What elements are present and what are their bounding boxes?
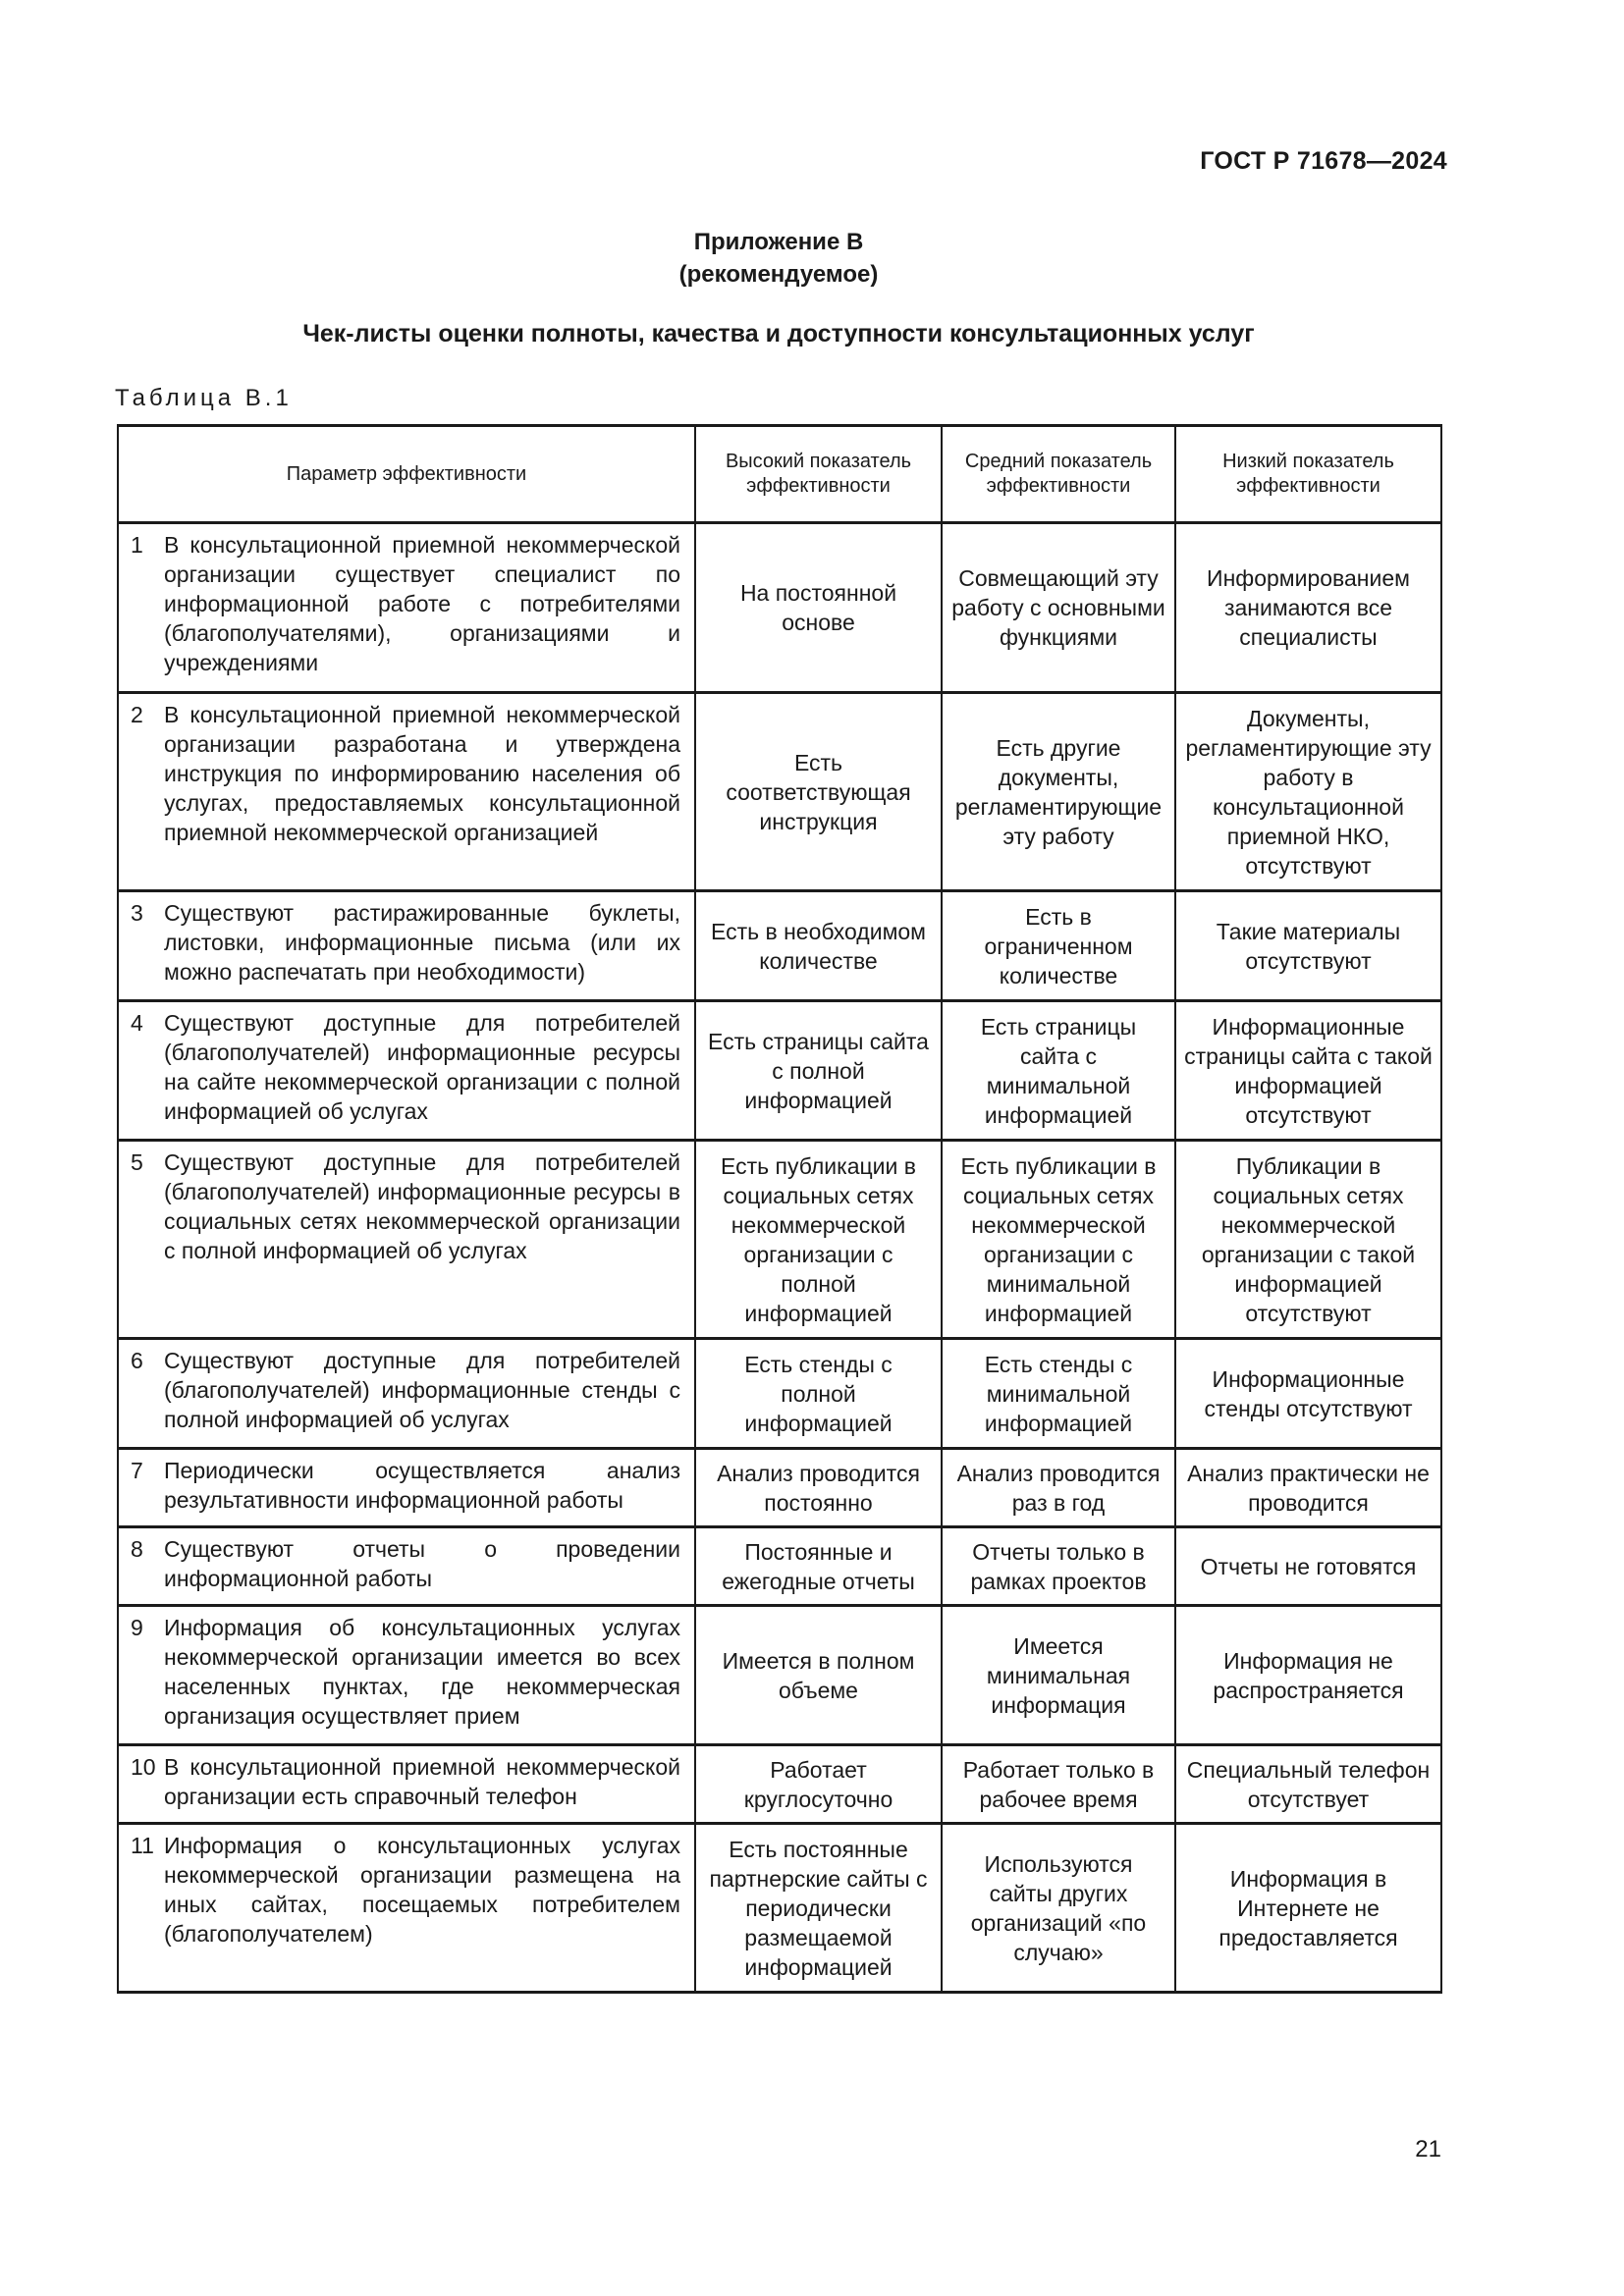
medium-cell: Имеется минимальная информация [942, 1606, 1175, 1745]
medium-cell: Есть публикации в социальных сетях некоммерческой организации с минимальной информацией [942, 1141, 1175, 1339]
checklist-table [117, 424, 1442, 1994]
table-caption: Таблица В.1 [115, 385, 293, 411]
table-row [118, 891, 1441, 1001]
medium-cell: Анализ проводится раз в год [942, 1449, 1175, 1527]
high-cell: Есть стенды с полной информацией [695, 1339, 942, 1449]
parameter-cell [118, 693, 695, 891]
low-cell: Информированием занимаются все специалисты [1175, 523, 1441, 693]
parameter-text: В консультационной приемной некоммерческой организации существует специалист по информационной работе с потребителями (благополучателями), организациями и учреждениями [164, 532, 680, 675]
medium-cell: Есть в ограниченном количестве [942, 891, 1175, 1001]
parameter-cell [118, 1449, 695, 1527]
parameter-text: Существуют доступные для потребителей (благополучателей) информационные ресурсы на сайте некоммерческой организации с полной информацией об услугах [164, 1010, 680, 1124]
parameter-cell [118, 523, 695, 693]
header-medium: Средний показатель эффективности [942, 426, 1175, 523]
high-cell: Есть в необходимом количестве [695, 891, 942, 1001]
parameter-cell [118, 891, 695, 1001]
row-number: 2 [131, 702, 143, 727]
medium-cell: Отчеты только в рамках проектов [942, 1527, 1175, 1606]
table-row [118, 1606, 1441, 1745]
medium-cell: Совмещающий эту работу с основными функциями [942, 523, 1175, 693]
row-number: 5 [131, 1149, 143, 1175]
standard-number: ГОСТ Р 71678—2024 [1200, 147, 1447, 175]
table-row [118, 1339, 1441, 1449]
row-number: 3 [131, 900, 143, 926]
parameter-cell [118, 1527, 695, 1606]
page-number: 21 [1415, 2136, 1441, 2163]
parameter-cell [118, 1745, 695, 1824]
low-cell: Информационные стенды отсутствуют [1175, 1339, 1441, 1449]
low-cell: Информация не распространяется [1175, 1606, 1441, 1745]
parameter-text: Существуют доступные для потребителей (благополучателей) информационные ресурсы в социальных сетях некоммерческой организации с полной информацией об услугах [164, 1149, 680, 1263]
medium-cell: Есть стенды с минимальной информацией [942, 1339, 1175, 1449]
high-cell: Имеется в полном объеме [695, 1606, 942, 1745]
annex-heading [0, 226, 1557, 291]
high-cell: На постоянной основе [695, 523, 942, 693]
parameter-cell [118, 1339, 695, 1449]
table-row [118, 1449, 1441, 1527]
low-cell: Отчеты не готовятся [1175, 1527, 1441, 1606]
low-cell: Анализ практически не проводится [1175, 1449, 1441, 1527]
parameter-text: В консультационной приемной некоммерческой организации есть справочный телефон [164, 1754, 680, 1809]
low-cell: Специальный телефон отсутствует [1175, 1745, 1441, 1824]
parameter-text: Существуют доступные для потребителей (благополучателей) информационные стенды с полной информацией об услугах [164, 1348, 680, 1432]
table-row [118, 523, 1441, 693]
parameter-text: Информация о консультационных услугах некоммерческой организации размещена на иных сайтах, посещаемых потребителем (благополучателем) [164, 1833, 680, 1947]
parameter-cell [118, 1001, 695, 1141]
low-cell: Информация в Интернете не предоставляется [1175, 1824, 1441, 1993]
table-row [118, 1527, 1441, 1606]
low-cell: Такие материалы отсутствуют [1175, 891, 1441, 1001]
row-number: 6 [131, 1348, 143, 1373]
parameter-text: В консультационной приемной некоммерческой организации разработана и утверждена инструкция по информированию населения об услугах, предоставляемых консультационной приемной некоммерческой организацией [164, 702, 680, 845]
table-row [118, 1745, 1441, 1824]
parameter-cell [118, 1606, 695, 1745]
row-number: 8 [131, 1536, 143, 1562]
medium-cell: Есть страницы сайта с минимальной информацией [942, 1001, 1175, 1141]
table-row [118, 1824, 1441, 1993]
parameter-text: Существуют отчеты о проведении информационной работы [164, 1536, 680, 1591]
high-cell: Есть публикации в социальных сетях некоммерческой организации с полной информацией [695, 1141, 942, 1339]
low-cell: Информационные страницы сайта с такой информацией отсутствуют [1175, 1001, 1441, 1141]
table-row [118, 1141, 1441, 1339]
medium-cell: Работает только в рабочее время [942, 1745, 1175, 1824]
header-parameter: Параметр эффективности [118, 426, 695, 523]
parameter-text: Информация об консультационных услугах некоммерческой организации имеется во всех населенных пунктах, где некоммерческая организация осуществляет прием [164, 1615, 680, 1729]
high-cell: Есть постоянные партнерские сайты с периодически размещаемой информацией [695, 1824, 942, 1993]
parameter-text: Периодически осуществляется анализ результативности информационной работы [164, 1458, 680, 1513]
low-cell: Документы, регламентирующие эту работу в консультационной приемной НКО, отсутствуют [1175, 693, 1441, 891]
table-row [118, 1001, 1441, 1141]
document-title: Чек-листы оценки полноты, качества и доступности консультационных услуг [302, 320, 1255, 347]
parameter-cell [118, 1141, 695, 1339]
medium-cell: Есть другие документы, регламентирующие эту работу [942, 693, 1175, 891]
high-cell: Есть страницы сайта с полной информацией [695, 1001, 942, 1141]
header-low: Низкий показатель эффективности [1175, 426, 1441, 523]
parameter-text: Существуют растиражированные буклеты, листовки, информационные письма (или их можно распечатать при необходимости) [164, 900, 680, 985]
table-row [118, 693, 1441, 891]
high-cell: Работает круглосуточно [695, 1745, 942, 1824]
high-cell: Анализ проводится постоянно [695, 1449, 942, 1527]
row-number: 11 [131, 1833, 154, 1858]
annex-status: (рекомендуемое) [678, 261, 879, 288]
row-number: 7 [131, 1458, 143, 1483]
high-cell: Есть соответствующая инструкция [695, 693, 942, 891]
row-number: 9 [131, 1615, 143, 1640]
row-number: 4 [131, 1010, 143, 1036]
high-cell: Постоянные и ежегодные отчеты [695, 1527, 942, 1606]
header-high: Высокий показатель эффективности [695, 426, 942, 523]
parameter-cell [118, 1824, 695, 1993]
low-cell: Публикации в социальных сетях некоммерческой организации с такой информацией отсутствуют [1175, 1141, 1441, 1339]
table-header-row [118, 426, 1441, 523]
medium-cell: Используются сайты других организаций «по случаю» [942, 1824, 1175, 1993]
annex-title: Приложение В [693, 229, 864, 255]
row-number: 1 [131, 532, 143, 558]
row-number: 10 [131, 1754, 156, 1780]
